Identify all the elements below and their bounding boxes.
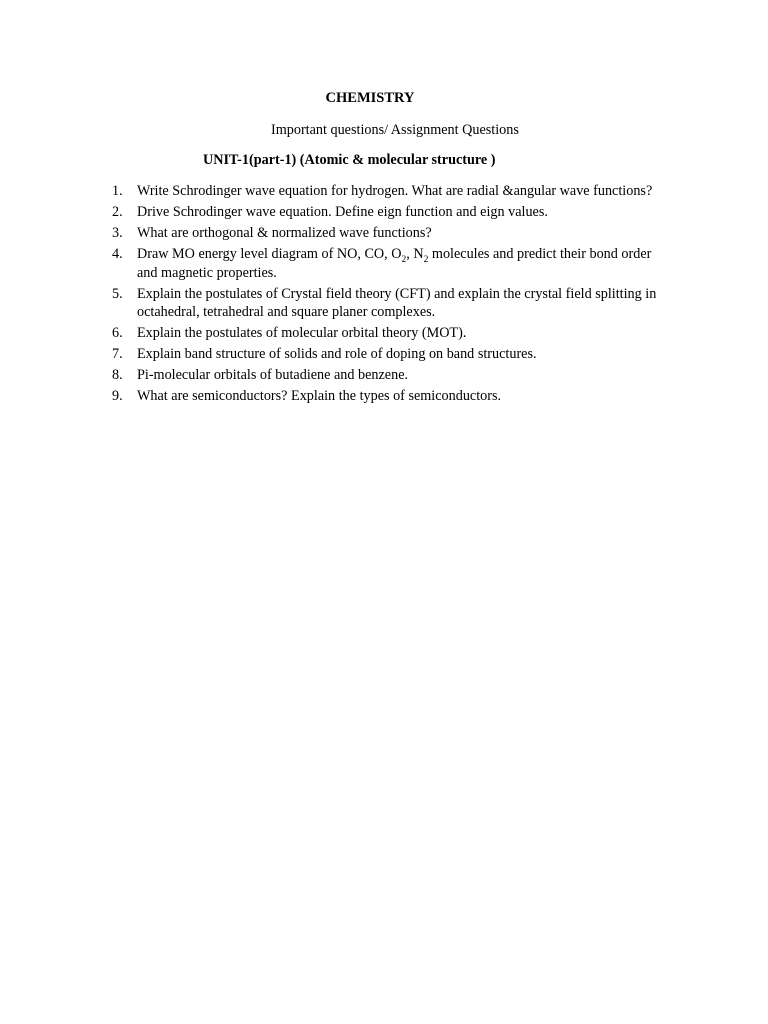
question-item-8 (112, 366, 672, 385)
question-text: Explain the postulates of molecular orbital theory (MOT). (137, 325, 467, 341)
question-text: Explain the postulates of Crystal field theory (CFT) and explain the crystal field splitting in octahedral, tetrahedral and square planer complexes. (137, 285, 657, 320)
document-title: CHEMISTRY (325, 90, 415, 106)
question-text: Pi-molecular orbitals of butadiene and benzene. (137, 367, 409, 383)
question-text: What are semiconductors? Explain the types of semiconductors. (137, 388, 502, 404)
question-text-part: , N (406, 246, 424, 262)
question-item-9 (112, 387, 672, 406)
document-subtitle: Important questions/ Assignment Questions (271, 122, 519, 138)
question-number: 4. (112, 246, 123, 262)
question-item-2 (112, 203, 672, 222)
question-number: 3. (112, 225, 123, 241)
subscript: 2 (401, 254, 407, 265)
question-number: 8. (112, 367, 123, 383)
question-number: 5. (112, 285, 123, 302)
unit-heading: UNIT-1(part-1) (Atomic & molecular structure ) (203, 152, 496, 168)
question-text: Write Schrodinger wave equation for hydrogen. What are radial &angular wave functions? (137, 183, 653, 199)
subscript: 2 (423, 254, 429, 265)
question-text: What are orthogonal & normalized wave functions? (137, 225, 432, 241)
question-text-part: molecules and predict their bond order and magnetic properties. (137, 246, 652, 281)
question-number: 1. (112, 183, 123, 199)
question-text: Drive Schrodinger wave equation. Define eign function and eign values. (137, 204, 548, 220)
question-number: 6. (112, 325, 123, 341)
question-item-6 (112, 324, 672, 343)
question-item-1 (112, 182, 672, 201)
question-number: 7. (112, 346, 123, 362)
question-text: Explain band structure of solids and role of doping on band structures. (137, 346, 537, 362)
question-item-5 (112, 285, 672, 322)
question-number: 2. (112, 204, 123, 220)
question-item-3 (112, 224, 672, 243)
question-list (112, 182, 672, 408)
question-text-part: Draw MO energy level diagram of NO, CO, O (137, 246, 402, 262)
question-number: 9. (112, 388, 123, 404)
question-text (137, 245, 672, 282)
question-item-7 (112, 345, 672, 364)
question-item-4 (112, 245, 672, 282)
